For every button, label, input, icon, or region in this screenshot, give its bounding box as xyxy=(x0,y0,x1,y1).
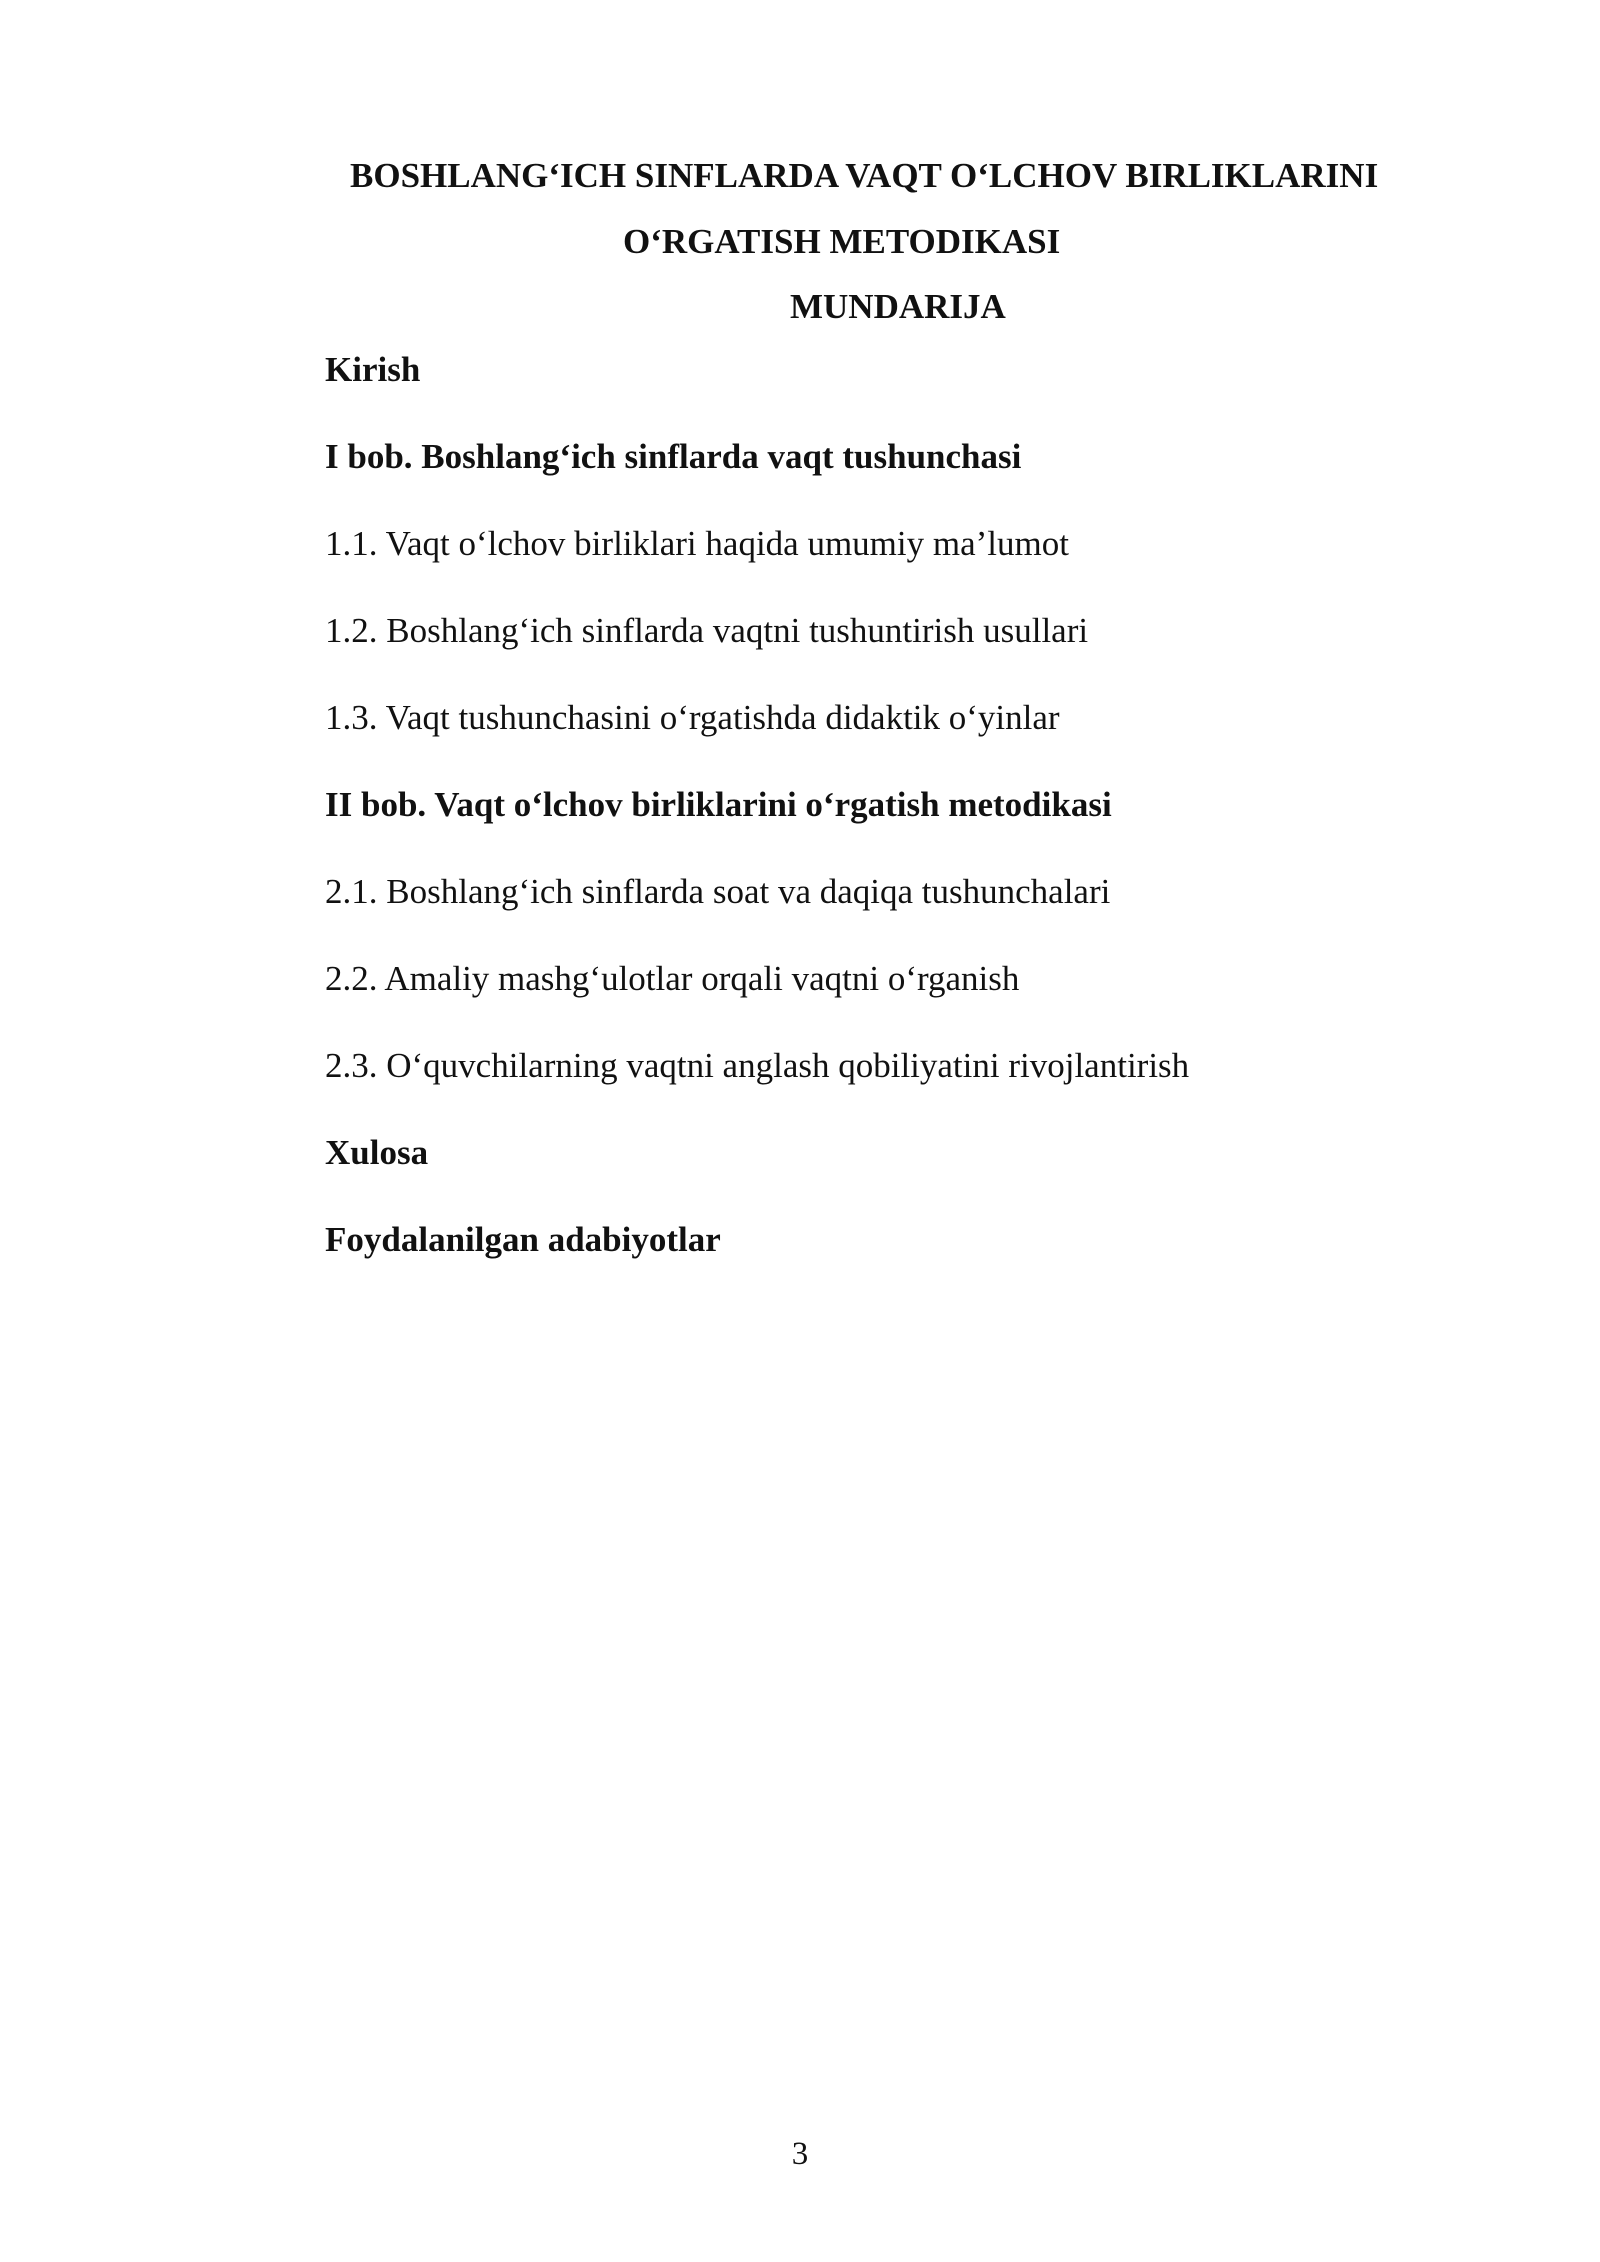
document-title-line-2: O‘RGATISH METODIKASI xyxy=(623,222,1061,261)
toc-entry-introduction: Kirish xyxy=(325,350,421,389)
toc-entry-references: Foydalanilgan adabiyotlar xyxy=(325,1220,721,1259)
toc-entry-section-2-3: 2.3. O‘quvchilarning vaqtni anglash qobiliyatini rivojlantirish xyxy=(325,1046,1190,1085)
toc-entry-section-2-2: 2.2. Amaliy mashg‘ulotlar orqali vaqtni o‘rganish xyxy=(325,959,1020,998)
contents-heading: MUNDARIJA xyxy=(790,287,1006,326)
document-title-line-1: BOSHLANG‘ICH SINFLARDA VAQT O‘LCHOV BIRLIKLARINI xyxy=(350,156,1379,195)
toc-entry-conclusion: Xulosa xyxy=(325,1133,429,1172)
table-of-contents xyxy=(325,352,1485,1309)
page-number: 3 xyxy=(791,2136,809,2172)
toc-entry-chapter-2: II bob. Vaqt o‘lchov birliklarini o‘rgatish metodikasi xyxy=(325,785,1112,824)
toc-entry-section-2-1: 2.1. Boshlang‘ich sinflarda soat va daqiqa tushunchalari xyxy=(325,872,1111,911)
toc-entry-section-1-1: 1.1. Vaqt o‘lchov birliklari haqida umumiy ma’lumot xyxy=(325,524,1069,563)
toc-entry-section-1-3: 1.3. Vaqt tushunchasini o‘rgatishda didaktik o‘yinlar xyxy=(325,698,1060,737)
toc-entry-chapter-1: I bob. Boshlang‘ich sinflarda vaqt tushunchasi xyxy=(325,437,1022,476)
toc-entry-section-1-2: 1.2. Boshlang‘ich sinflarda vaqtni tushuntirish usullari xyxy=(325,611,1089,650)
